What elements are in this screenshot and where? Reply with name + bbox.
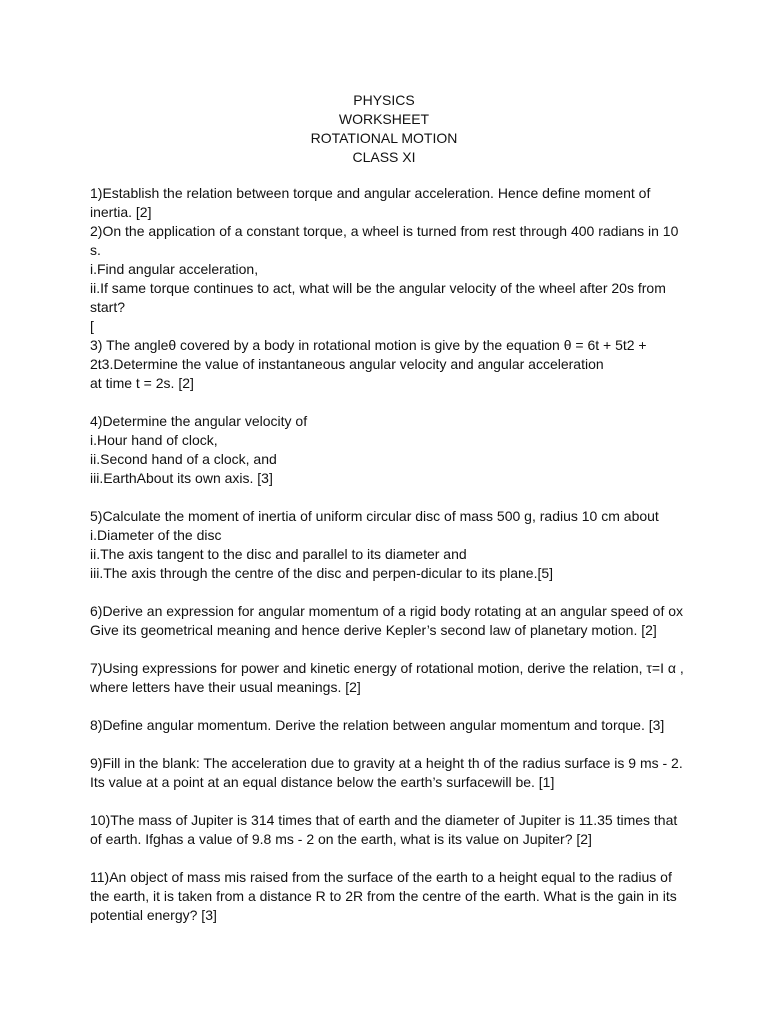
question-line: 9)Fill in the blank: The acceleration due to gravity at a height th of the radius surface is 9 ms - 2. [90, 755, 683, 771]
question-line: 1)Establish the relation between torque and angular acceleration. Hence define moment of [90, 185, 651, 201]
question-line: 3) The angleθ covered by a body in rotational motion is give by the equation θ = 6t + 5t2 + [90, 337, 647, 353]
question-block [90, 868, 690, 925]
question-line: at time t = 2s. [2] [90, 375, 194, 391]
question-line: 6)Derive an expression for angular momentum of a rigid body rotating at an angular speed of ox [90, 603, 684, 619]
question-line: iii.EarthAbout its own axis. [3] [90, 470, 273, 486]
question-line: i.Hour hand of clock, [90, 432, 218, 448]
question-line: ii.Second hand of a clock, and [90, 451, 277, 467]
question-line: iii.The axis through the centre of the disc and perpen-dicular to its plane.[5] [90, 565, 554, 581]
question-list [90, 184, 690, 944]
question-line: 4)Determine the angular velocity of [90, 413, 308, 429]
question-block [90, 811, 690, 849]
question-line: where letters have their usual meanings. [2] [90, 679, 361, 695]
question-block [90, 184, 690, 393]
header-subject: PHYSICS [353, 92, 415, 108]
header-type: WORKSHEET [338, 111, 430, 127]
question-line: Give its geometrical meaning and hence derive Kepler’s second law of planetary motion. [2] [90, 622, 657, 638]
question-block [90, 754, 690, 792]
question-line: i.Find angular acceleration, [90, 261, 259, 277]
header-topic: ROTATIONAL MOTION [310, 130, 458, 146]
question-block [90, 659, 690, 697]
question-block [90, 412, 690, 488]
question-block [90, 507, 690, 583]
question-line: i.Diameter of the disc [90, 527, 222, 543]
question-line: 10)The mass of Jupiter is 314 times that of earth and the diameter of Jupiter is 11.35 times that [90, 812, 678, 828]
question-line: start? [90, 299, 126, 315]
question-line: ii.The axis tangent to the disc and parallel to its diameter and [90, 546, 467, 562]
question-line: 7)Using expressions for power and kinetic energy of rotational motion, derive the relation, τ=I α , [90, 660, 684, 676]
question-line: 2)On the application of a constant torque, a wheel is turned from rest through 400 radians in 10 [90, 223, 679, 239]
question-line: 5)Calculate the moment of inertia of uniform circular disc of mass 500 g, radius 10 cm about [90, 508, 659, 524]
question-block [90, 602, 690, 640]
question-line: the earth, it is taken from a distance R to 2R from the centre of the earth. What is the gain in its [90, 888, 677, 904]
question-line: inertia. [2] [90, 204, 152, 220]
question-line: 2t3.Determine the value of instantaneous angular velocity and angular acceleration [90, 356, 604, 372]
question-line: s. [90, 242, 101, 258]
question-line: potential energy? [3] [90, 907, 217, 923]
question-line: Its value at a point at an equal distance below the earth’s surfacewill be. [1] [90, 774, 555, 790]
question-line: 8)Define angular momentum. Derive the relation between angular momentum and torque. [3] [90, 717, 665, 733]
question-line: [ [90, 318, 94, 334]
question-block [90, 716, 690, 735]
question-line: 11)An object of mass mis raised from the surface of the earth to a height equal to the radius of [90, 869, 672, 885]
question-line: of earth. Ifghas a value of 9.8 ms - 2 on the earth, what is its value on Jupiter? [2] [90, 831, 592, 847]
question-line: ii.If same torque continues to act, what will be the angular velocity of the wheel after 20s from [90, 280, 666, 296]
header-class: CLASS XI [352, 149, 416, 165]
worksheet-header [0, 91, 768, 167]
